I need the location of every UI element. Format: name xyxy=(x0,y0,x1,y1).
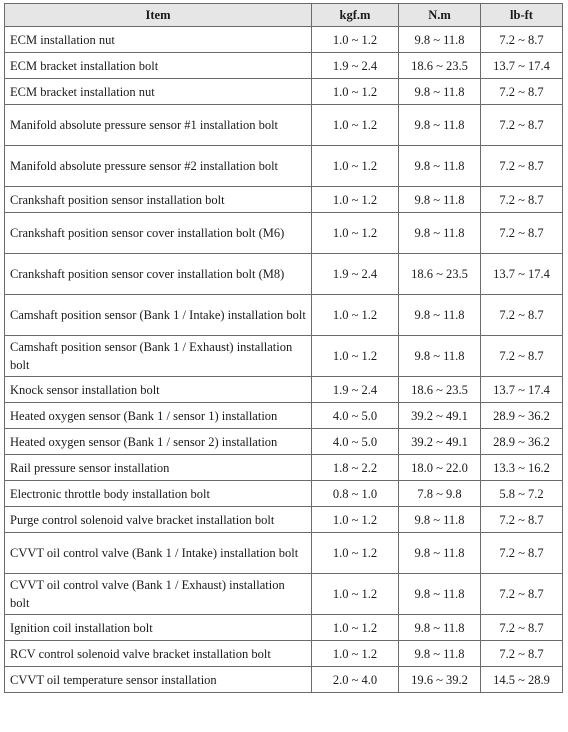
item-cell: ECM bracket installation bolt xyxy=(5,53,312,79)
item-cell: Heated oxygen sensor (Bank 1 / sensor 1) installation xyxy=(5,403,312,429)
lbft-cell: 7.2 ~ 8.7 xyxy=(481,615,563,641)
table-row xyxy=(5,377,563,403)
table-row xyxy=(5,187,563,213)
kgf-cell: 0.8 ~ 1.0 xyxy=(312,481,399,507)
kgf-cell: 1.0 ~ 1.2 xyxy=(312,213,399,254)
lbft-cell: 7.2 ~ 8.7 xyxy=(481,27,563,53)
table-row xyxy=(5,105,563,146)
lbft-cell: 7.2 ~ 8.7 xyxy=(481,533,563,574)
item-cell: ECM bracket installation nut xyxy=(5,79,312,105)
table-row xyxy=(5,295,563,336)
kgf-cell: 1.0 ~ 1.2 xyxy=(312,187,399,213)
nm-cell: 18.6 ~ 23.5 xyxy=(399,53,481,79)
kgf-cell: 1.0 ~ 1.2 xyxy=(312,507,399,533)
item-cell: Camshaft position sensor (Bank 1 / Exhaust) installation bolt xyxy=(5,336,312,377)
lbft-cell: 7.2 ~ 8.7 xyxy=(481,295,563,336)
header-lb-ft: lb-ft xyxy=(481,4,563,27)
table-row xyxy=(5,27,563,53)
item-cell: ECM installation nut xyxy=(5,27,312,53)
item-cell: Rail pressure sensor installation xyxy=(5,455,312,481)
table-row xyxy=(5,254,563,295)
item-cell: CVVT oil control valve (Bank 1 / Exhaust) installation bolt xyxy=(5,574,312,615)
kgf-cell: 1.0 ~ 1.2 xyxy=(312,295,399,336)
table-row xyxy=(5,79,563,105)
item-cell: Purge control solenoid valve bracket installation bolt xyxy=(5,507,312,533)
kgf-cell: 1.0 ~ 1.2 xyxy=(312,533,399,574)
item-cell: Crankshaft position sensor installation bolt xyxy=(5,187,312,213)
item-cell: Electronic throttle body installation bolt xyxy=(5,481,312,507)
table-header-row xyxy=(5,4,563,27)
nm-cell: 9.8 ~ 11.8 xyxy=(399,146,481,187)
lbft-cell: 28.9 ~ 36.2 xyxy=(481,403,563,429)
lbft-cell: 7.2 ~ 8.7 xyxy=(481,213,563,254)
kgf-cell: 1.0 ~ 1.2 xyxy=(312,79,399,105)
table-row xyxy=(5,146,563,187)
item-cell: Crankshaft position sensor cover installation bolt (M6) xyxy=(5,213,312,254)
item-cell: CVVT oil control valve (Bank 1 / Intake) installation bolt xyxy=(5,533,312,574)
kgf-cell: 1.0 ~ 1.2 xyxy=(312,641,399,667)
kgf-cell: 1.0 ~ 1.2 xyxy=(312,27,399,53)
kgf-cell: 1.0 ~ 1.2 xyxy=(312,615,399,641)
nm-cell: 9.8 ~ 11.8 xyxy=(399,187,481,213)
nm-cell: 9.8 ~ 11.8 xyxy=(399,27,481,53)
header-item: Item xyxy=(5,4,312,27)
lbft-cell: 13.7 ~ 17.4 xyxy=(481,53,563,79)
nm-cell: 9.8 ~ 11.8 xyxy=(399,533,481,574)
kgf-cell: 1.8 ~ 2.2 xyxy=(312,455,399,481)
nm-cell: 9.8 ~ 11.8 xyxy=(399,507,481,533)
lbft-cell: 28.9 ~ 36.2 xyxy=(481,429,563,455)
kgf-cell: 1.0 ~ 1.2 xyxy=(312,105,399,146)
nm-cell: 7.8 ~ 9.8 xyxy=(399,481,481,507)
nm-cell: 39.2 ~ 49.1 xyxy=(399,403,481,429)
lbft-cell: 7.2 ~ 8.7 xyxy=(481,146,563,187)
kgf-cell: 1.0 ~ 1.2 xyxy=(312,146,399,187)
nm-cell: 19.6 ~ 39.2 xyxy=(399,667,481,693)
lbft-cell: 7.2 ~ 8.7 xyxy=(481,336,563,377)
item-cell: CVVT oil temperature sensor installation xyxy=(5,667,312,693)
lbft-cell: 13.7 ~ 17.4 xyxy=(481,254,563,295)
kgf-cell: 2.0 ~ 4.0 xyxy=(312,667,399,693)
table-row xyxy=(5,574,563,615)
lbft-cell: 7.2 ~ 8.7 xyxy=(481,187,563,213)
nm-cell: 9.8 ~ 11.8 xyxy=(399,295,481,336)
nm-cell: 18.6 ~ 23.5 xyxy=(399,377,481,403)
table-row xyxy=(5,403,563,429)
header-n-m: N.m xyxy=(399,4,481,27)
nm-cell: 9.8 ~ 11.8 xyxy=(399,213,481,254)
table-row xyxy=(5,533,563,574)
lbft-cell: 7.2 ~ 8.7 xyxy=(481,79,563,105)
table-row xyxy=(5,429,563,455)
kgf-cell: 4.0 ~ 5.0 xyxy=(312,429,399,455)
item-cell: Manifold absolute pressure sensor #1 installation bolt xyxy=(5,105,312,146)
table-row xyxy=(5,455,563,481)
nm-cell: 9.8 ~ 11.8 xyxy=(399,105,481,146)
kgf-cell: 1.0 ~ 1.2 xyxy=(312,574,399,615)
table-row xyxy=(5,615,563,641)
item-cell: Knock sensor installation bolt xyxy=(5,377,312,403)
item-cell: Crankshaft position sensor cover installation bolt (M8) xyxy=(5,254,312,295)
lbft-cell: 7.2 ~ 8.7 xyxy=(481,507,563,533)
table-row xyxy=(5,213,563,254)
lbft-cell: 7.2 ~ 8.7 xyxy=(481,641,563,667)
item-cell: Ignition coil installation bolt xyxy=(5,615,312,641)
nm-cell: 9.8 ~ 11.8 xyxy=(399,336,481,377)
table-row xyxy=(5,481,563,507)
lbft-cell: 5.8 ~ 7.2 xyxy=(481,481,563,507)
lbft-cell: 7.2 ~ 8.7 xyxy=(481,105,563,146)
kgf-cell: 1.9 ~ 2.4 xyxy=(312,377,399,403)
lbft-cell: 13.3 ~ 16.2 xyxy=(481,455,563,481)
item-cell: Manifold absolute pressure sensor #2 installation bolt xyxy=(5,146,312,187)
nm-cell: 9.8 ~ 11.8 xyxy=(399,79,481,105)
item-cell: RCV control solenoid valve bracket installation bolt xyxy=(5,641,312,667)
lbft-cell: 7.2 ~ 8.7 xyxy=(481,574,563,615)
header-kgf-m: kgf.m xyxy=(312,4,399,27)
nm-cell: 18.6 ~ 23.5 xyxy=(399,254,481,295)
table-row xyxy=(5,53,563,79)
torque-spec-table xyxy=(4,3,563,693)
kgf-cell: 1.9 ~ 2.4 xyxy=(312,53,399,79)
nm-cell: 9.8 ~ 11.8 xyxy=(399,574,481,615)
nm-cell: 9.8 ~ 11.8 xyxy=(399,641,481,667)
kgf-cell: 4.0 ~ 5.0 xyxy=(312,403,399,429)
table-row xyxy=(5,507,563,533)
table-row xyxy=(5,641,563,667)
lbft-cell: 14.5 ~ 28.9 xyxy=(481,667,563,693)
table-row xyxy=(5,336,563,377)
lbft-cell: 13.7 ~ 17.4 xyxy=(481,377,563,403)
kgf-cell: 1.9 ~ 2.4 xyxy=(312,254,399,295)
nm-cell: 39.2 ~ 49.1 xyxy=(399,429,481,455)
table-row xyxy=(5,667,563,693)
nm-cell: 18.0 ~ 22.0 xyxy=(399,455,481,481)
nm-cell: 9.8 ~ 11.8 xyxy=(399,615,481,641)
kgf-cell: 1.0 ~ 1.2 xyxy=(312,336,399,377)
item-cell: Camshaft position sensor (Bank 1 / Intake) installation bolt xyxy=(5,295,312,336)
item-cell: Heated oxygen sensor (Bank 1 / sensor 2) installation xyxy=(5,429,312,455)
